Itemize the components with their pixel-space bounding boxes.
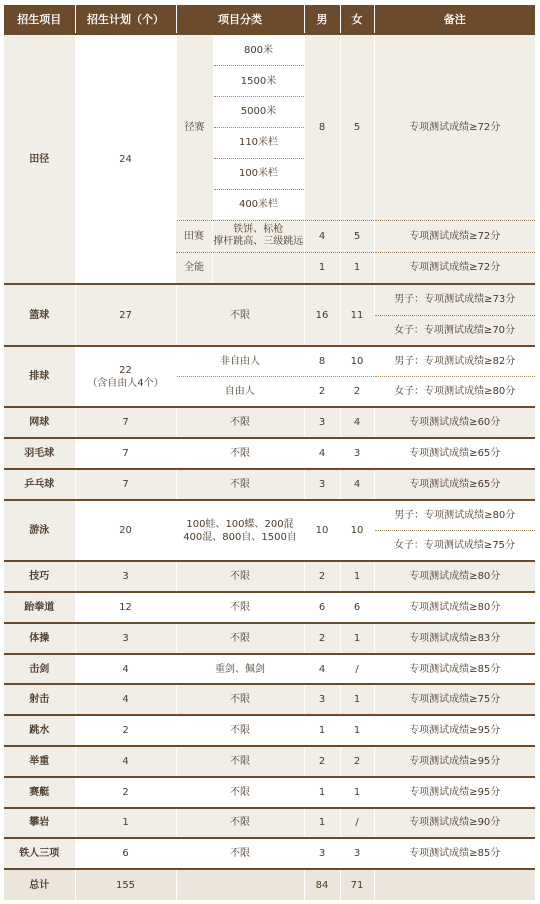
category-cell: 不限 xyxy=(176,684,304,715)
male-cell: 10 xyxy=(304,500,340,562)
table-row xyxy=(4,592,535,623)
total-category xyxy=(176,869,304,900)
total-label: 总计 xyxy=(4,869,75,900)
female-cell: 2 xyxy=(340,377,374,408)
note-cell: 专项测试成绩≥95分 xyxy=(374,746,535,777)
category-cell: 自由人 xyxy=(176,377,304,408)
female-cell: 2 xyxy=(340,746,374,777)
sport-name: 体操 xyxy=(4,623,75,654)
total-male: 84 xyxy=(304,869,340,900)
plan-cell: 24 xyxy=(75,34,176,284)
event-item: 1500米 xyxy=(214,65,304,96)
sport-name: 田径 xyxy=(4,34,75,284)
sport-name: 射击 xyxy=(4,684,75,715)
table-row xyxy=(4,34,535,65)
plan-cell xyxy=(75,346,176,408)
event-item: 5000米 xyxy=(214,96,304,127)
header-note: 备注 xyxy=(374,5,535,34)
female-cell: 4 xyxy=(340,407,374,438)
sport-name: 攀岩 xyxy=(4,808,75,839)
table-row xyxy=(4,500,535,531)
male-cell: 1 xyxy=(304,252,340,284)
table-row xyxy=(4,715,535,746)
note-cell: 专项测试成绩≥83分 xyxy=(374,623,535,654)
male-cell: 4 xyxy=(304,438,340,469)
subcategory-label: 全能 xyxy=(176,253,213,284)
table-row xyxy=(4,469,535,500)
subcategory-label: 田赛 xyxy=(176,221,213,252)
category-cell: 不限 xyxy=(176,469,304,500)
total-row xyxy=(4,869,535,900)
category-cell: 不限 xyxy=(176,561,304,592)
male-cell: 4 xyxy=(304,654,340,685)
plan-cell: 3 xyxy=(75,561,176,592)
female-cell: 1 xyxy=(340,684,374,715)
table-row xyxy=(4,346,535,377)
category-cell: 不限 xyxy=(176,808,304,839)
category-cell: 不限 xyxy=(176,592,304,623)
female-cell: 6 xyxy=(340,592,374,623)
note-cell: 专项测试成绩≥95分 xyxy=(374,777,535,808)
male-cell: 3 xyxy=(304,838,340,869)
note-cell: 专项测试成绩≥85分 xyxy=(374,654,535,685)
category-cell-line: 100蛙、100蝶、200混 xyxy=(186,518,294,530)
note-cell: 专项测试成绩≥65分 xyxy=(374,469,535,500)
sport-name: 铁人三项 xyxy=(4,838,75,869)
header-male: 男 xyxy=(304,5,340,34)
male-cell: 1 xyxy=(304,808,340,839)
plan-cell: 7 xyxy=(75,407,176,438)
male-cell: 2 xyxy=(304,746,340,777)
header-category: 项目分类 xyxy=(176,5,304,34)
table-row xyxy=(4,284,535,315)
empty-category xyxy=(213,253,304,284)
note-cell: 专项测试成绩≥80分 xyxy=(374,561,535,592)
note-cell: 男子：专项测试成绩≥73分 xyxy=(374,284,535,315)
category-cell: 不限 xyxy=(176,838,304,869)
plan-cell: 3 xyxy=(75,623,176,654)
female-cell: 1 xyxy=(340,623,374,654)
female-cell: / xyxy=(340,654,374,685)
female-cell: 11 xyxy=(340,284,374,346)
header-row xyxy=(4,5,535,34)
sport-name: 游泳 xyxy=(4,500,75,562)
jingsai-block xyxy=(177,35,304,219)
female-cell: 4 xyxy=(340,469,374,500)
note-cell: 专项测试成绩≥85分 xyxy=(374,838,535,869)
table-row xyxy=(4,623,535,654)
table-row xyxy=(4,407,535,438)
sport-name: 跳水 xyxy=(4,715,75,746)
plan-cell: 1 xyxy=(75,808,176,839)
note-cell: 专项测试成绩≥90分 xyxy=(374,808,535,839)
category-group-tiansai xyxy=(176,220,304,252)
plan-cell: 2 xyxy=(75,777,176,808)
sport-name: 篮球 xyxy=(4,284,75,346)
sport-name: 乒乓球 xyxy=(4,469,75,500)
table-row xyxy=(4,838,535,869)
sport-name: 羽毛球 xyxy=(4,438,75,469)
note-cell: 专项测试成绩≥80分 xyxy=(374,592,535,623)
category-cell: 不限 xyxy=(176,284,304,346)
category-cell: 不限 xyxy=(176,623,304,654)
enrollment-plan-table xyxy=(4,5,535,900)
female-cell: 5 xyxy=(340,220,374,252)
sport-name: 举重 xyxy=(4,746,75,777)
category-group-quanneng xyxy=(176,252,304,284)
plan-cell: 6 xyxy=(75,838,176,869)
male-cell: 6 xyxy=(304,592,340,623)
female-cell: 10 xyxy=(340,500,374,562)
note-cell: 女子：专项测试成绩≥80分 xyxy=(374,377,535,408)
plan-cell: 27 xyxy=(75,284,176,346)
sport-name: 击剑 xyxy=(4,654,75,685)
category-cell: 不限 xyxy=(176,715,304,746)
table-row xyxy=(4,654,535,685)
male-cell: 3 xyxy=(304,407,340,438)
event-item: 800米 xyxy=(243,44,274,56)
plan-cell: 4 xyxy=(75,746,176,777)
header-sport: 招生项目 xyxy=(4,5,75,34)
female-cell: 5 xyxy=(340,34,374,220)
female-cell: 1 xyxy=(340,561,374,592)
female-cell: 1 xyxy=(340,715,374,746)
tiansai-block xyxy=(176,221,304,252)
category-cell: 不限 xyxy=(176,407,304,438)
note-cell: 专项测试成绩≥72分 xyxy=(374,252,535,284)
sport-name: 赛艇 xyxy=(4,777,75,808)
table-row xyxy=(4,777,535,808)
note-cell: 专项测试成绩≥95分 xyxy=(374,715,535,746)
female-cell: 3 xyxy=(340,838,374,869)
male-cell: 2 xyxy=(304,561,340,592)
male-cell: 8 xyxy=(304,346,340,377)
event-list xyxy=(214,35,304,219)
sport-name: 跆拳道 xyxy=(4,592,75,623)
plan-cell: 12 xyxy=(75,592,176,623)
note-cell: 专项测试成绩≥60分 xyxy=(374,407,535,438)
female-cell: 1 xyxy=(340,777,374,808)
event-item: 110米栏 xyxy=(214,127,304,158)
table-row xyxy=(4,684,535,715)
plan-cell: 2 xyxy=(75,715,176,746)
note-cell: 专项测试成绩≥75分 xyxy=(374,684,535,715)
plan-cell: 7 xyxy=(75,438,176,469)
male-cell: 1 xyxy=(304,777,340,808)
male-cell: 1 xyxy=(304,715,340,746)
category-cell-line: 400混、800自、1500自 xyxy=(183,531,297,543)
note-cell: 男子：专项测试成绩≥82分 xyxy=(374,346,535,377)
female-cell: 3 xyxy=(340,438,374,469)
note-cell: 女子：专项测试成绩≥75分 xyxy=(374,531,535,562)
plan-cell: 4 xyxy=(75,654,176,685)
note-cell: 专项测试成绩≥65分 xyxy=(374,438,535,469)
note-cell: 男子：专项测试成绩≥80分 xyxy=(374,500,535,531)
table-row xyxy=(4,746,535,777)
male-cell: 3 xyxy=(304,469,340,500)
event-item: 100米栏 xyxy=(214,158,304,189)
quanneng-block xyxy=(176,253,304,284)
male-cell: 2 xyxy=(304,377,340,408)
category-cell: 非自由人 xyxy=(176,346,304,377)
note-cell: 女子：专项测试成绩≥70分 xyxy=(374,315,535,346)
male-cell: 3 xyxy=(304,684,340,715)
male-cell: 16 xyxy=(304,284,340,346)
category-cell: 重剑、佩剑 xyxy=(176,654,304,685)
plan-cell: 7 xyxy=(75,469,176,500)
category-cell: 不限 xyxy=(176,438,304,469)
subcategory-label: 径赛 xyxy=(177,35,214,219)
category-cell: 不限 xyxy=(176,746,304,777)
note-cell: 专项测试成绩≥72分 xyxy=(374,220,535,252)
plan-cell: 4 xyxy=(75,684,176,715)
male-cell: 2 xyxy=(304,623,340,654)
category-group-jingsai xyxy=(176,34,304,220)
total-note xyxy=(374,869,535,900)
event-item: 400米栏 xyxy=(214,189,304,220)
total-plan: 155 xyxy=(75,869,176,900)
male-cell: 4 xyxy=(304,220,340,252)
table-row xyxy=(4,438,535,469)
plan-cell: 20 xyxy=(75,500,176,562)
female-cell: 1 xyxy=(340,252,374,284)
total-female: 71 xyxy=(340,869,374,900)
table-row xyxy=(4,808,535,839)
female-cell: / xyxy=(340,808,374,839)
male-cell: 8 xyxy=(304,34,340,220)
sport-name: 排球 xyxy=(4,346,75,408)
header-plan: 招生计划（个） xyxy=(75,5,176,34)
plan-cell-line: （含自由人4个） xyxy=(87,377,164,389)
female-cell: 10 xyxy=(340,346,374,377)
category-cell xyxy=(176,500,304,562)
note-cell: 专项测试成绩≥72分 xyxy=(374,34,535,220)
table-row xyxy=(4,561,535,592)
sport-name: 技巧 xyxy=(4,561,75,592)
plan-cell-line: 22 xyxy=(119,364,132,376)
event-line: 撑杆跳高、三级跳远 xyxy=(213,236,304,248)
header-female: 女 xyxy=(340,5,374,34)
sport-name: 网球 xyxy=(4,407,75,438)
category-cell: 不限 xyxy=(176,777,304,808)
event-text xyxy=(213,221,304,252)
event-line: 铁饼、标枪 xyxy=(233,224,284,236)
